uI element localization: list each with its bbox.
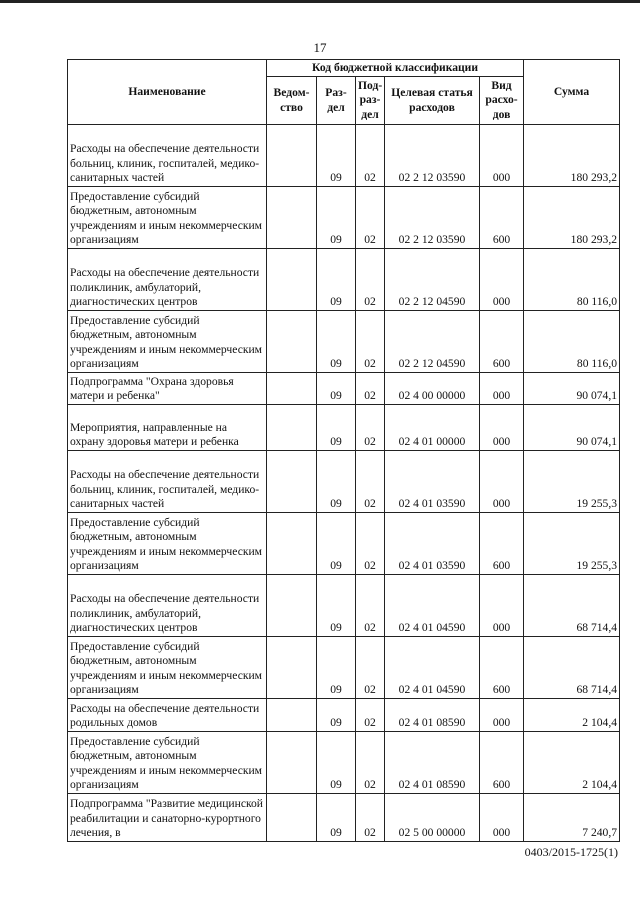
table-row xyxy=(68,732,620,794)
row-sum: 7 240,7 xyxy=(524,794,620,842)
header-podrazdel: Под-раз-дел xyxy=(356,77,385,125)
row-expense-type: 600 xyxy=(480,513,524,575)
row-podrazdel: 02 xyxy=(356,373,385,405)
row-razdel: 09 xyxy=(317,575,356,637)
table-row xyxy=(68,373,620,405)
row-podrazdel: 02 xyxy=(356,125,385,187)
row-target-article: 02 4 01 04590 xyxy=(385,575,480,637)
table-row xyxy=(68,249,620,311)
row-podrazdel: 02 xyxy=(356,249,385,311)
row-target-article: 02 4 01 00000 xyxy=(385,405,480,451)
row-expense-type: 000 xyxy=(480,699,524,732)
row-vedomstvo xyxy=(267,575,317,637)
row-expense-type: 600 xyxy=(480,637,524,699)
table-row xyxy=(68,575,620,637)
row-podrazdel: 02 xyxy=(356,405,385,451)
row-vedomstvo xyxy=(267,732,317,794)
row-name: Мероприятия, направленные на охрану здоровья матери и ребенка xyxy=(68,405,267,451)
row-vedomstvo xyxy=(267,311,317,373)
row-razdel: 09 xyxy=(317,311,356,373)
header-razdel: Раз-дел xyxy=(317,77,356,125)
row-vedomstvo xyxy=(267,187,317,249)
row-sum: 68 714,4 xyxy=(524,637,620,699)
row-expense-type: 000 xyxy=(480,405,524,451)
row-podrazdel: 02 xyxy=(356,794,385,842)
row-podrazdel: 02 xyxy=(356,513,385,575)
row-vedomstvo xyxy=(267,637,317,699)
row-sum: 2 104,4 xyxy=(524,699,620,732)
row-name: Предоставление субсидий бюджетным, автономным учреждениям и иным некоммерческим организациям xyxy=(68,732,267,794)
row-target-article: 02 4 01 04590 xyxy=(385,637,480,699)
header-target-article: Целевая статья расходов xyxy=(385,77,480,125)
row-razdel: 09 xyxy=(317,637,356,699)
row-expense-type: 600 xyxy=(480,732,524,794)
row-sum: 180 293,2 xyxy=(524,187,620,249)
row-podrazdel: 02 xyxy=(356,732,385,794)
header-expense-type: Вид расхо-дов xyxy=(480,77,524,125)
row-razdel: 09 xyxy=(317,794,356,842)
row-target-article: 02 2 12 03590 xyxy=(385,125,480,187)
row-name: Расходы на обеспечение деятельности поликлиник, амбулаторий, диагностических центров xyxy=(68,249,267,311)
table-row xyxy=(68,405,620,451)
row-target-article: 02 4 01 08590 xyxy=(385,699,480,732)
row-podrazdel: 02 xyxy=(356,637,385,699)
row-vedomstvo xyxy=(267,249,317,311)
row-sum: 19 255,3 xyxy=(524,451,620,513)
header-classification-group: Код бюджетной классификации xyxy=(267,60,524,77)
row-sum: 90 074,1 xyxy=(524,373,620,405)
row-razdel: 09 xyxy=(317,249,356,311)
row-expense-type: 000 xyxy=(480,249,524,311)
row-vedomstvo xyxy=(267,451,317,513)
table-row xyxy=(68,513,620,575)
row-name: Предоставление субсидий бюджетным, автономным учреждениям и иным некоммерческим организациям xyxy=(68,311,267,373)
row-razdel: 09 xyxy=(317,699,356,732)
row-podrazdel: 02 xyxy=(356,575,385,637)
row-name: Расходы на обеспечение деятельности родильных домов xyxy=(68,699,267,732)
budget-table xyxy=(67,59,620,842)
row-name: Расходы на обеспечение деятельности больниц, клиник, госпиталей, медико-санитарных частей xyxy=(68,125,267,187)
row-target-article: 02 5 00 00000 xyxy=(385,794,480,842)
row-vedomstvo xyxy=(267,699,317,732)
table-row xyxy=(68,699,620,732)
row-razdel: 09 xyxy=(317,125,356,187)
document-code: 0403/2015-1725(1) xyxy=(524,845,618,859)
header-vedomstvo: Ведом-ство xyxy=(267,77,317,125)
row-vedomstvo xyxy=(267,405,317,451)
row-name: Подпрограмма "Развитие медицинской реабилитации и санаторно-курортного лечения, в xyxy=(68,794,267,842)
table-row xyxy=(68,125,620,187)
row-vedomstvo xyxy=(267,125,317,187)
row-sum: 80 116,0 xyxy=(524,311,620,373)
row-razdel: 09 xyxy=(317,373,356,405)
row-vedomstvo xyxy=(267,513,317,575)
row-name: Расходы на обеспечение деятельности поликлиник, амбулаторий, диагностических центров xyxy=(68,575,267,637)
row-target-article: 02 4 00 00000 xyxy=(385,373,480,405)
row-vedomstvo xyxy=(267,794,317,842)
row-sum: 19 255,3 xyxy=(524,513,620,575)
row-target-article: 02 2 12 04590 xyxy=(385,249,480,311)
row-sum: 180 293,2 xyxy=(524,125,620,187)
header-name: Наименование xyxy=(68,60,267,125)
row-expense-type: 000 xyxy=(480,373,524,405)
row-sum: 80 116,0 xyxy=(524,249,620,311)
table-row xyxy=(68,637,620,699)
page-number: 17 xyxy=(313,40,327,55)
table-row xyxy=(68,311,620,373)
row-expense-type: 000 xyxy=(480,451,524,513)
row-target-article: 02 4 01 08590 xyxy=(385,732,480,794)
header-sum: Сумма xyxy=(524,60,620,125)
row-name: Предоставление субсидий бюджетным, автономным учреждениям и иным некоммерческим организациям xyxy=(68,637,267,699)
table-row xyxy=(68,451,620,513)
row-podrazdel: 02 xyxy=(356,187,385,249)
row-expense-type: 600 xyxy=(480,187,524,249)
row-sum: 90 074,1 xyxy=(524,405,620,451)
row-target-article: 02 2 12 03590 xyxy=(385,187,480,249)
table-row xyxy=(68,187,620,249)
row-name: Предоставление субсидий бюджетным, автономным учреждениям и иным некоммерческим организациям xyxy=(68,187,267,249)
row-razdel: 09 xyxy=(317,732,356,794)
row-target-article: 02 4 01 03590 xyxy=(385,451,480,513)
table-row xyxy=(68,794,620,842)
row-expense-type: 600 xyxy=(480,311,524,373)
row-sum: 2 104,4 xyxy=(524,732,620,794)
row-vedomstvo xyxy=(267,373,317,405)
row-razdel: 09 xyxy=(317,405,356,451)
row-expense-type: 000 xyxy=(480,575,524,637)
row-target-article: 02 4 01 03590 xyxy=(385,513,480,575)
page-top-edge xyxy=(0,0,640,3)
row-name: Предоставление субсидий бюджетным, автономным учреждениям и иным некоммерческим организациям xyxy=(68,513,267,575)
row-expense-type: 000 xyxy=(480,125,524,187)
row-podrazdel: 02 xyxy=(356,451,385,513)
row-sum: 68 714,4 xyxy=(524,575,620,637)
row-podrazdel: 02 xyxy=(356,311,385,373)
row-razdel: 09 xyxy=(317,513,356,575)
row-expense-type: 000 xyxy=(480,794,524,842)
row-podrazdel: 02 xyxy=(356,699,385,732)
row-name: Подпрограмма "Охрана здоровья матери и ребенка" xyxy=(68,373,267,405)
row-name: Расходы на обеспечение деятельности больниц, клиник, госпиталей, медико-санитарных частей xyxy=(68,451,267,513)
row-razdel: 09 xyxy=(317,451,356,513)
row-target-article: 02 2 12 04590 xyxy=(385,311,480,373)
row-razdel: 09 xyxy=(317,187,356,249)
